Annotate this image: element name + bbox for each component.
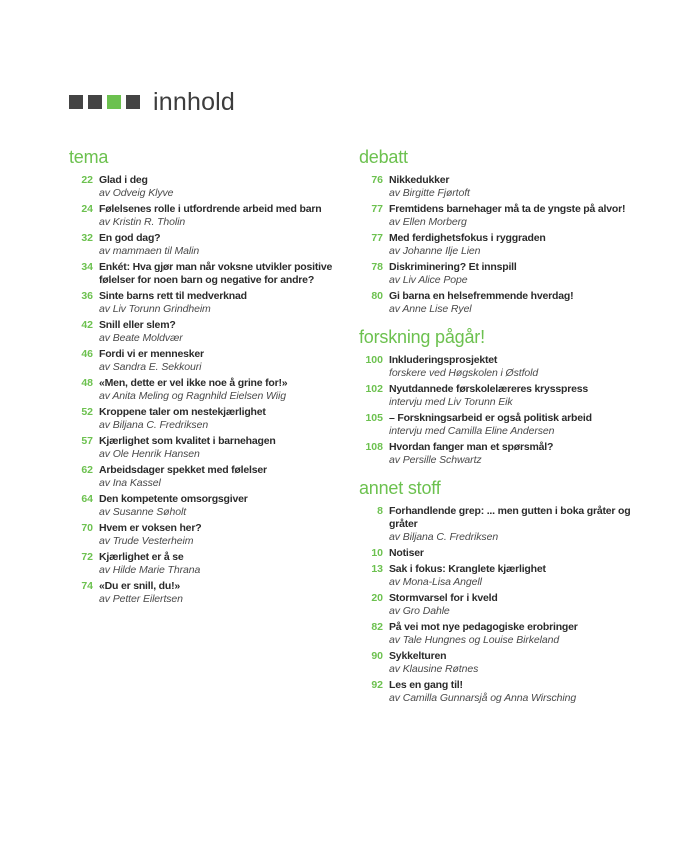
entry-author: av Petter Eilertsen xyxy=(99,593,183,605)
toc-entry[interactable] xyxy=(69,261,354,287)
toc-entry[interactable] xyxy=(359,232,659,258)
entry-info xyxy=(99,435,354,461)
entry-info xyxy=(389,261,659,287)
entry-title: Følelsenes rolle i utfordrende arbeid med barn xyxy=(99,203,322,215)
entry-info xyxy=(99,377,354,403)
entry-author: av Ole Henrik Hansen xyxy=(99,448,200,460)
page-number: 102 xyxy=(365,383,383,395)
entry-title: Forhandlende grep: ... men gutten i boka gråter og gråter xyxy=(389,505,631,530)
page-number: 48 xyxy=(81,377,93,389)
page-number: 77 xyxy=(371,203,383,215)
entry-info xyxy=(99,290,354,316)
page-number: 77 xyxy=(371,232,383,244)
header-square-3 xyxy=(107,95,121,109)
page-title: innhold xyxy=(153,87,236,116)
entry-info xyxy=(389,232,659,258)
entry-title: Sykkelturen xyxy=(389,650,447,662)
entry-title: Glad i deg xyxy=(99,174,148,186)
toc-entry[interactable] xyxy=(69,406,354,432)
page-number: 62 xyxy=(81,464,93,476)
page-number: 8 xyxy=(377,505,383,517)
entry-info xyxy=(99,493,354,519)
entry-title: Den kompetente omsorgsgiver xyxy=(99,493,248,505)
page-number: 22 xyxy=(81,174,93,186)
entry-author: av Birgitte Fjørtoft xyxy=(389,187,470,199)
entry-list xyxy=(359,354,659,467)
page-number: 10 xyxy=(371,547,383,559)
entry-info xyxy=(99,522,354,548)
page-number: 105 xyxy=(365,412,383,424)
entry-author: av Persille Schwartz xyxy=(389,454,482,466)
section-title: forskning pågår! xyxy=(359,327,485,347)
entry-title: – Forskningsarbeid er også politisk arbeid xyxy=(389,412,592,424)
entry-title: Enkét: Hva gjør man når voksne utvikler positive følelser for noen barn og negative for andre? xyxy=(99,261,333,286)
entry-author: av Susanne Søholt xyxy=(99,506,187,518)
entry-author: av Sandra E. Sekkouri xyxy=(99,361,202,373)
page-number: 24 xyxy=(81,203,93,215)
toc-entry[interactable] xyxy=(69,522,354,548)
toc-entry[interactable] xyxy=(69,290,354,316)
entry-info xyxy=(389,679,659,705)
entry-author: intervju med Camilla Eline Andersen xyxy=(389,425,555,437)
entry-title: Snill eller slem? xyxy=(99,319,176,331)
entry-author: av Beate Moldvær xyxy=(99,332,183,344)
entry-author: av Liv Torunn Grindheim xyxy=(99,303,211,315)
toc-entry[interactable] xyxy=(359,290,659,316)
entry-title: Nikkedukker xyxy=(389,174,450,186)
header-square-2 xyxy=(88,95,102,109)
left-column xyxy=(69,146,354,616)
entry-title: «Du er snill, du!» xyxy=(99,580,180,592)
toc-entry[interactable] xyxy=(69,580,354,606)
page-number: 100 xyxy=(365,354,383,366)
toc-entry[interactable] xyxy=(69,464,354,490)
toc-entry[interactable] xyxy=(359,505,659,544)
page-header xyxy=(69,87,235,117)
entry-author: av Mona-Lisa Angell xyxy=(389,576,482,588)
entry-author: av Anita Meling og Ragnhild Eielsen Wiig xyxy=(99,390,286,402)
toc-entry[interactable] xyxy=(359,621,659,647)
entry-info xyxy=(99,261,354,287)
page-number: 42 xyxy=(81,319,93,331)
entry-list xyxy=(69,174,354,606)
entry-title: Med ferdighetsfokus i ryggraden xyxy=(389,232,546,244)
entry-author: av Liv Alice Pope xyxy=(389,274,468,286)
entry-info xyxy=(99,580,354,606)
toc-entry[interactable] xyxy=(69,493,354,519)
header-square-4 xyxy=(126,95,140,109)
page-number: 108 xyxy=(365,441,383,453)
entry-title: Stormvarsel for i kveld xyxy=(389,592,498,604)
toc-entry[interactable] xyxy=(69,319,354,345)
entry-title: Sinte barns rett til medverknad xyxy=(99,290,247,302)
section-title: debatt xyxy=(359,147,408,167)
entry-info xyxy=(99,174,354,200)
entry-info xyxy=(389,547,659,560)
entry-info xyxy=(389,354,659,380)
entry-title: Kroppene taler om nestekjærlighet xyxy=(99,406,266,418)
page-number: 90 xyxy=(371,650,383,662)
entry-title: Fremtidens barnehager må ta de yngste på alvor! xyxy=(389,203,626,215)
page-number: 72 xyxy=(81,551,93,563)
toc-entry[interactable] xyxy=(359,592,659,618)
page-number: 52 xyxy=(81,406,93,418)
entry-author: av Tale Hungnes og Louise Birkeland xyxy=(389,634,560,646)
entry-title: Hvordan fanger man et spørsmål? xyxy=(389,441,554,453)
entry-title: Diskriminering? Et innspill xyxy=(389,261,517,273)
page-number: 92 xyxy=(371,679,383,691)
toc-entry[interactable] xyxy=(69,174,354,200)
page-number: 64 xyxy=(81,493,93,505)
section-tema xyxy=(69,146,354,606)
entry-author: av Gro Dahle xyxy=(389,605,450,617)
entry-info xyxy=(99,319,354,345)
toc-entry[interactable] xyxy=(359,383,659,409)
entry-title: En god dag? xyxy=(99,232,161,244)
entry-info xyxy=(99,464,354,490)
entry-title: Hvem er voksen her? xyxy=(99,522,202,534)
entry-title: Les en gang til! xyxy=(389,679,463,691)
entry-author: av Anne Lise Ryel xyxy=(389,303,472,315)
entry-title: På vei mot nye pedagogiske erobringer xyxy=(389,621,578,633)
page-number: 36 xyxy=(81,290,93,302)
toc-entry[interactable] xyxy=(359,354,659,380)
page-number: 13 xyxy=(371,563,383,575)
entry-author: av Ellen Morberg xyxy=(389,216,467,228)
entry-author: av mammaen til Malin xyxy=(99,245,200,257)
page-number: 34 xyxy=(81,261,93,273)
right-column xyxy=(359,146,659,715)
header-square-1 xyxy=(69,95,83,109)
entry-title: «Men, dette er vel ikke noe å grine for!» xyxy=(99,377,288,389)
toc-entry[interactable] xyxy=(69,348,354,374)
toc-entry[interactable] xyxy=(359,679,659,705)
section-title: annet stoff xyxy=(359,478,441,498)
toc-entry[interactable] xyxy=(69,232,354,258)
entry-info xyxy=(389,650,659,676)
entry-title: Arbeidsdager spekket med følelser xyxy=(99,464,267,476)
toc-entry[interactable] xyxy=(69,435,354,461)
page-number: 78 xyxy=(371,261,383,273)
entry-info xyxy=(99,551,354,577)
entry-info xyxy=(389,621,659,647)
entry-info xyxy=(389,563,659,589)
entry-info xyxy=(99,232,354,258)
toc-entry[interactable] xyxy=(359,174,659,200)
entry-author: av Klausine Røtnes xyxy=(389,663,479,675)
entry-author: av Biljana C. Fredriksen xyxy=(99,419,209,431)
section-annet-stoff xyxy=(359,477,659,705)
entry-title: Nyutdannede førskolelæreres krysspress xyxy=(389,383,588,395)
entry-info xyxy=(99,406,354,432)
entry-author: forskere ved Høgskolen i Østfold xyxy=(389,367,539,379)
toc-entry[interactable] xyxy=(359,203,659,229)
entry-info xyxy=(389,505,659,544)
entry-author: av Odveig Klyve xyxy=(99,187,174,199)
entry-title: Notiser xyxy=(389,547,424,559)
page-number: 80 xyxy=(371,290,383,302)
toc-entry[interactable] xyxy=(69,377,354,403)
entry-title: Inkluderingsprosjektet xyxy=(389,354,498,366)
entry-author: av Trude Vesterheim xyxy=(99,535,194,547)
section-forskning xyxy=(359,326,659,467)
page-number: 20 xyxy=(371,592,383,604)
entry-author: av Kristin R. Tholin xyxy=(99,216,186,228)
toc-entry[interactable] xyxy=(359,650,659,676)
entry-list xyxy=(359,505,659,705)
page-number: 82 xyxy=(371,621,383,633)
entry-author: av Camilla Gunnarsjå og Anna Wirsching xyxy=(389,692,577,704)
entry-info xyxy=(99,348,354,374)
toc-entry[interactable] xyxy=(359,563,659,589)
page-number: 76 xyxy=(371,174,383,186)
entry-author: av Johanne Ilje Lien xyxy=(389,245,481,257)
entry-list xyxy=(359,174,659,316)
page-number: 46 xyxy=(81,348,93,360)
entry-info xyxy=(99,203,354,229)
entry-info xyxy=(389,441,659,467)
section-debatt xyxy=(359,146,659,316)
page-number: 70 xyxy=(81,522,93,534)
toc-entry[interactable] xyxy=(359,441,659,467)
entry-author: intervju med Liv Torunn Eik xyxy=(389,396,513,408)
page-number: 57 xyxy=(81,435,93,447)
toc-entry[interactable] xyxy=(359,261,659,287)
toc-entry[interactable] xyxy=(69,203,354,229)
entry-info xyxy=(389,383,659,409)
entry-info xyxy=(389,412,659,438)
section-title: tema xyxy=(69,147,109,167)
entry-info xyxy=(389,290,659,316)
entry-title: Sak i fokus: Kranglete kjærlighet xyxy=(389,563,546,575)
toc-entry[interactable] xyxy=(359,547,659,560)
entry-info xyxy=(389,174,659,200)
entry-author: av Hilde Marie Thrana xyxy=(99,564,201,576)
toc-entry[interactable] xyxy=(359,412,659,438)
page-number: 32 xyxy=(81,232,93,244)
entry-title: Kjærlighet som kvalitet i barnehagen xyxy=(99,435,276,447)
entry-info xyxy=(389,592,659,618)
entry-info xyxy=(389,203,659,229)
entry-title: Fordi vi er mennesker xyxy=(99,348,204,360)
page-number: 74 xyxy=(81,580,93,592)
entry-title: Gi barna en helsefremmende hverdag! xyxy=(389,290,574,302)
entry-title: Kjærlighet er å se xyxy=(99,551,184,563)
entry-author: av Ina Kassel xyxy=(99,477,161,489)
entry-author: av Biljana C. Fredriksen xyxy=(389,531,499,543)
toc-entry[interactable] xyxy=(69,551,354,577)
